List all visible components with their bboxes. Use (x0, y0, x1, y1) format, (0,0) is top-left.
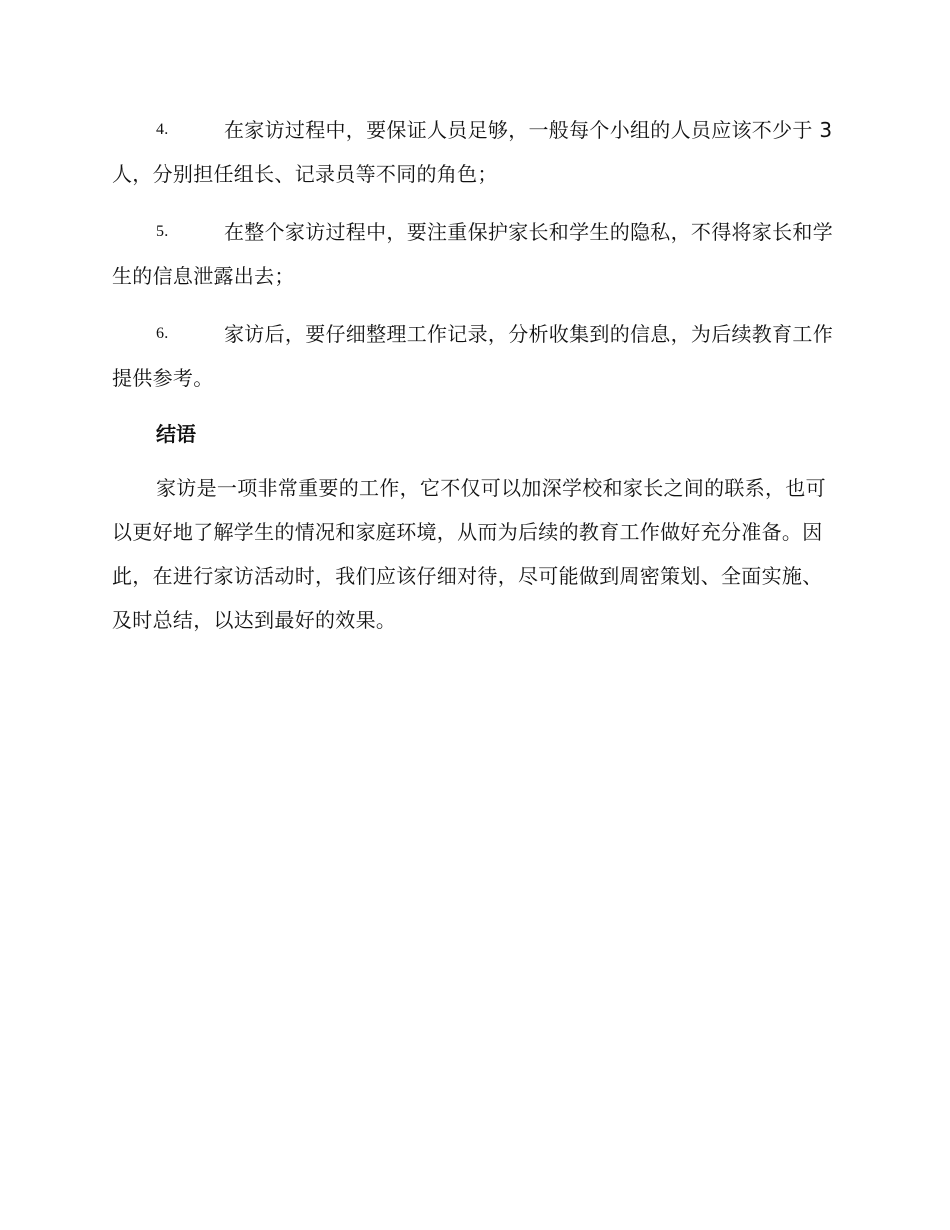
list-item-6 (112, 312, 834, 400)
list-text: 家访后，要仔细整理工作记录，分析收集到的信息，为后续教育工作提供参考。 (112, 322, 833, 390)
list-number: 6. (156, 325, 169, 342)
conclusion-paragraph: 家访是一项非常重要的工作，它不仅可以加深学校和家长之间的联系，也可以更好地了解学生的情况和家庭环境，从而为后续的教育工作做好充分准备。因此，在进行家访活动时，我们应该仔细对待，尽可能做到周密策划、全面实施、及时总结，以达到最好的效果。 (112, 476, 826, 632)
list-text: 在整个家访过程中，要注重保护家长和学生的隐私，不得将家长和学生的信息泄露出去； (112, 220, 833, 288)
list-item-5 (112, 210, 834, 298)
document-body (112, 108, 834, 642)
conclusion-heading: 结语 (156, 422, 196, 446)
list-text: 在家访过程中，要保证人员足够，一般每个小组的人员应该不少于 3 人，分别担任组长、记录员等不同的角色； (112, 118, 833, 186)
list-number: 5. (156, 223, 169, 240)
list-number: 4. (156, 121, 169, 138)
list-item-4 (112, 108, 834, 196)
